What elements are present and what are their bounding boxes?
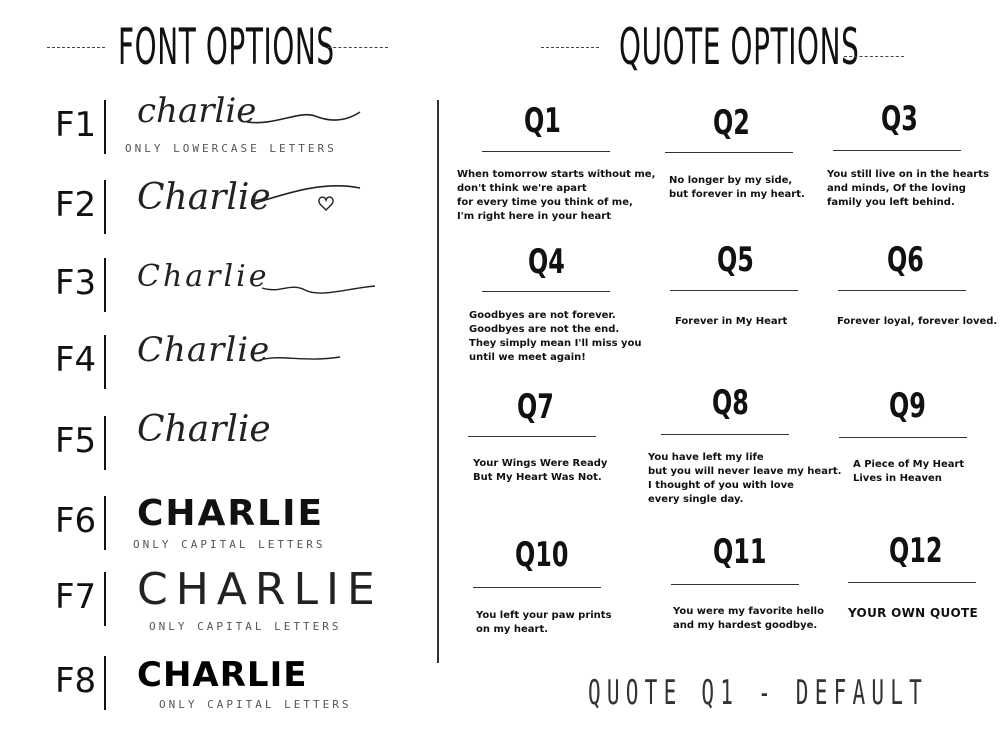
font-option-f4[interactable] [55,330,435,403]
quote-underline [848,582,976,583]
font-option-f3[interactable] [55,259,435,326]
quote-code: Q9 [889,386,926,426]
quote-code: Q8 [712,383,749,423]
flourish-icon [260,278,380,298]
font-code: F6 [55,501,97,541]
quote-underline [671,584,799,585]
quote-text[interactable]: You left your paw prints on my heart. [476,610,612,635]
quote-underline [838,290,966,291]
font-note: ONLY CAPITAL LETTERS [133,538,326,551]
quote-code: Q4 [528,242,565,282]
quote-code: Q1 [524,101,561,141]
font-code: F3 [55,263,97,303]
font-note: ONLY CAPITAL LETTERS [159,698,352,711]
heading-dash-right [328,47,388,48]
quote-text[interactable]: You have left my life but you will never leave my heart. I thought of you with love every single day. [648,452,842,505]
section-divider [437,100,439,663]
font-sample: CHARLIE [137,564,383,615]
font-divider-bar [104,656,106,710]
font-sample: Charlie [137,259,270,294]
font-code: F1 [55,105,97,145]
quote-underline [661,434,789,435]
font-code: F2 [55,185,97,225]
quote-underline [833,150,961,151]
quote-code: Q5 [717,240,754,280]
font-divider-bar [104,335,106,389]
quote-text[interactable]: When tomorrow starts without me, don't think we're apart for every time you think of me, I'm right here in your heart [457,169,656,222]
quote-underline [670,290,798,291]
heading-dash-left [47,47,105,48]
font-note: ONLY CAPITAL LETTERS [149,620,342,633]
font-sample: Charlie [137,330,271,370]
quote-code: Q10 [515,535,569,575]
font-sample: Charlie [137,409,271,450]
font-code: F8 [55,661,97,701]
quote-code: Q11 [713,532,767,572]
quote-text[interactable]: YOUR OWN QUOTE [848,606,979,620]
font-sample: CHARLIE [137,655,308,695]
default-quote-note: QUOTE Q1 - DEFAULT [588,673,929,713]
quote-text[interactable]: Forever in My Heart [675,316,788,327]
quote-underline [482,151,610,152]
font-divider-bar [104,496,106,550]
flourish-icon [255,349,345,369]
flourish-icon [245,108,365,130]
font-code: F7 [55,577,97,617]
font-sample: Charlie [137,177,271,218]
quote-text[interactable]: Your Wings Were Ready But My Heart Was Not. [473,458,608,483]
quote-underline [839,437,967,438]
quote-code: Q7 [517,387,554,427]
quote-text[interactable]: You still live on in the hearts and minds, Of the loving family you left behind. [827,169,989,208]
quote-options-title: QUOTE OPTIONS [619,18,860,76]
quote-underline [665,152,793,153]
font-divider-bar [104,100,106,154]
font-option-f8[interactable] [55,655,435,724]
font-divider-bar [104,180,106,234]
quote-text[interactable]: A Piece of My Heart Lives in Heaven [853,459,965,484]
font-options-title: FONT OPTIONS [118,18,335,76]
font-sample: charlie [137,91,257,131]
font-sample: CHARLIE [137,493,325,534]
font-divider-bar [104,258,106,312]
font-option-f2[interactable] [55,177,435,248]
quote-text[interactable]: No longer by my side, but forever in my heart. [669,175,805,200]
heading-dash-left [541,47,599,48]
font-divider-bar [104,416,106,470]
quote-underline [468,436,596,437]
font-code: F5 [55,421,97,461]
font-option-f6[interactable] [55,493,435,564]
quote-underline [473,587,601,588]
heading-dash-right [844,56,904,57]
quote-code: Q2 [713,103,750,143]
font-option-f7[interactable] [55,564,435,640]
quote-code: Q12 [889,531,943,571]
font-divider-bar [104,572,106,626]
quote-code: Q3 [881,99,918,139]
quote-text[interactable]: Forever loyal, forever loved. [837,316,998,327]
quote-code: Q6 [887,240,924,280]
font-option-f5[interactable] [55,409,435,484]
font-option-f1[interactable] [55,91,435,168]
font-note: ONLY LOWERCASE LETTERS [125,142,337,155]
quote-text[interactable]: You were my favorite hello and my hardest goodbye. [673,606,824,631]
heart-flourish-icon [250,182,370,216]
quote-text[interactable]: Goodbyes are not forever. Goodbyes are not the end. They simply mean I'll miss you until we meet again! [469,310,642,363]
quote-underline [482,291,610,292]
font-code: F4 [55,340,97,380]
